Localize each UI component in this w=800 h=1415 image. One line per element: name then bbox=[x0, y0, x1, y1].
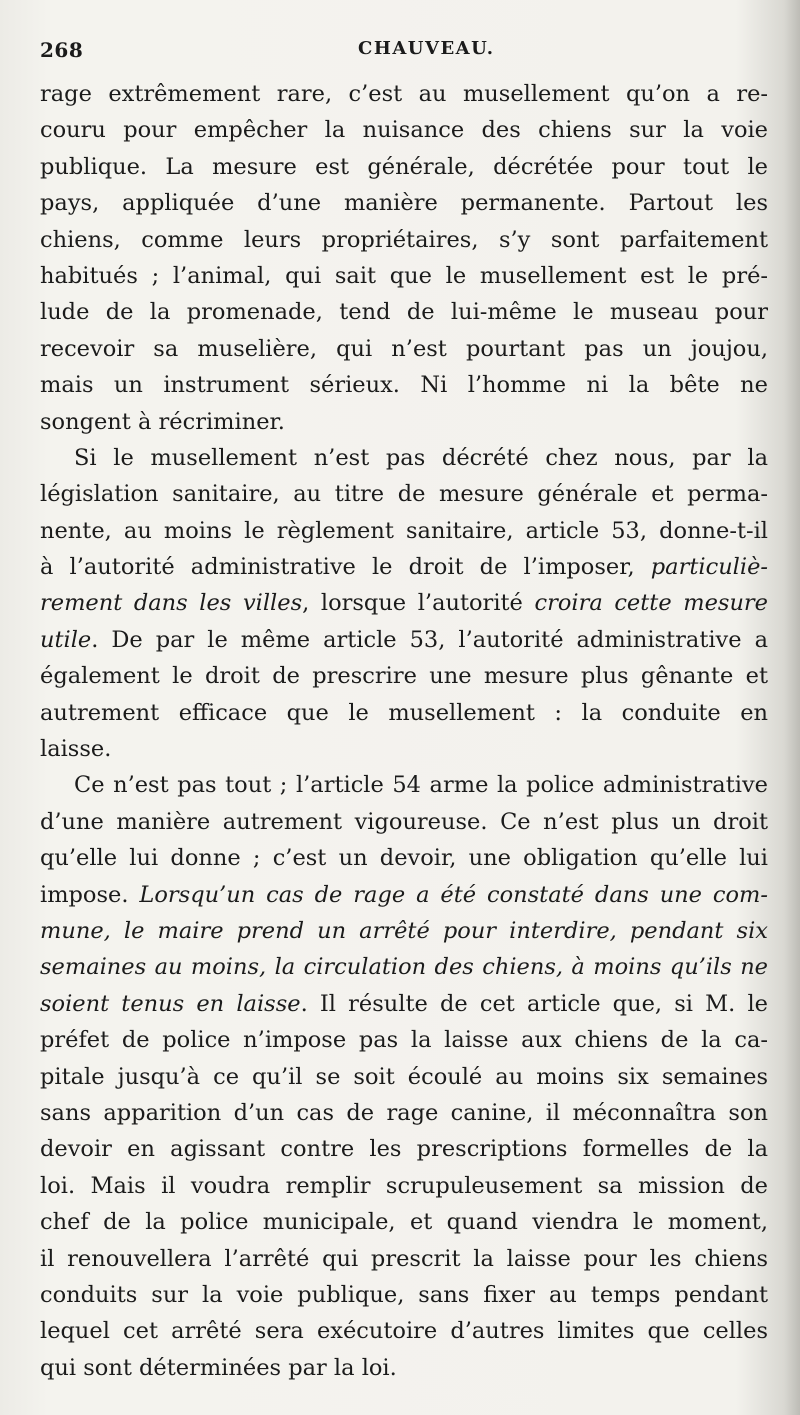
text-line: publique. La mesure est générale, décrétée pour tout le bbox=[40, 153, 768, 180]
text-line: chef de la police municipale, et quand viendra le moment, bbox=[40, 1209, 768, 1236]
text-line: sans apparition d’un cas de rage canine, il méconnaîtra son bbox=[40, 1099, 768, 1126]
text-line: loi. Mais il voudra remplir scrupuleusement sa mission de bbox=[40, 1172, 768, 1199]
text-line: conduits sur la voie publique, sans fixer au temps pendant bbox=[40, 1281, 768, 1308]
text-line: pitale jusqu’à ce qu’il se soit écoulé au moins six semaines bbox=[40, 1063, 768, 1090]
text-line: soient tenus en laisse. Il résulte de cet article que, si M. le bbox=[40, 990, 768, 1017]
text-line: lude de la promenade, tend de lui-même le museau pour bbox=[40, 299, 768, 326]
text-line: autrement efficace que le musellement : la conduite en bbox=[40, 699, 768, 726]
text-line: qu’elle lui donne ; c’est un devoir, une obligation qu’elle lui bbox=[40, 845, 768, 872]
text-line: pays, appliquée d’une manière permanente. Partout les bbox=[40, 190, 768, 217]
body-text bbox=[40, 76, 768, 1386]
text-line: recevoir sa muselière, qui n’est pourtant pas un joujou, bbox=[40, 335, 768, 362]
text-line: d’une manière autrement vigoureuse. Ce n’est plus un droit bbox=[40, 808, 768, 835]
text-line: habitués ; l’animal, qui sait que le musellement est le pré- bbox=[40, 262, 768, 289]
text-line: lequel cet arrêté sera exécutoire d’autres limites que celles bbox=[40, 1318, 768, 1345]
text-line: mais un instrument sérieux. Ni l’homme ni la bête ne bbox=[40, 372, 768, 399]
text-line: impose. Lorsqu’un cas de rage a été constaté dans une com- bbox=[40, 881, 768, 908]
text-line: également le droit de prescrire une mesure plus gênante et bbox=[40, 663, 768, 690]
text-line: utile. De par le même article 53, l’autorité administrative a bbox=[40, 626, 768, 653]
text-line: songent à récriminer. bbox=[40, 408, 285, 435]
page-header bbox=[40, 38, 760, 66]
text-line: à l’autorité administrative le droit de l’imposer, particuliè- bbox=[40, 554, 768, 581]
text-line: préfet de police n’impose pas la laisse aux chiens de la ca- bbox=[40, 1027, 768, 1054]
text-line: rage extrêmement rare, c’est au musellement qu’on a re- bbox=[40, 81, 768, 107]
text-line: rement dans les villes, lorsque l’autorité croira cette mesure bbox=[40, 590, 768, 617]
text-line: couru pour empêcher la nuisance des chiens sur la voie bbox=[40, 117, 768, 144]
text-line: Si le musellement n’est pas décrété chez nous, par la bbox=[74, 444, 768, 471]
text-line: il renouvellera l’arrêté qui prescrit la laisse pour les chiens bbox=[40, 1245, 768, 1272]
page-number: 268 bbox=[40, 38, 84, 62]
text-line: législation sanitaire, au titre de mesure générale et perma- bbox=[40, 481, 768, 508]
text-line: devoir en agissant contre les prescriptions formelles de la bbox=[40, 1136, 768, 1163]
text-line: chiens, comme leurs propriétaires, s’y sont parfaitement bbox=[40, 226, 768, 253]
text-line: mune, le maire prend un arrêté pour interdire, pendant six bbox=[40, 917, 768, 944]
text-line: nente, au moins le règlement sanitaire, article 53, donne-t-il bbox=[40, 517, 768, 544]
text-line: semaines au moins, la circulation des chiens, à moins qu’ils ne bbox=[40, 954, 768, 981]
running-head: CHAUVEAU. bbox=[358, 38, 495, 59]
text-line: laisse. bbox=[40, 736, 112, 763]
text-line: Ce n’est pas tout ; l’article 54 arme la police administrative bbox=[74, 772, 768, 799]
text-line: qui sont déterminées par la loi. bbox=[40, 1354, 397, 1381]
